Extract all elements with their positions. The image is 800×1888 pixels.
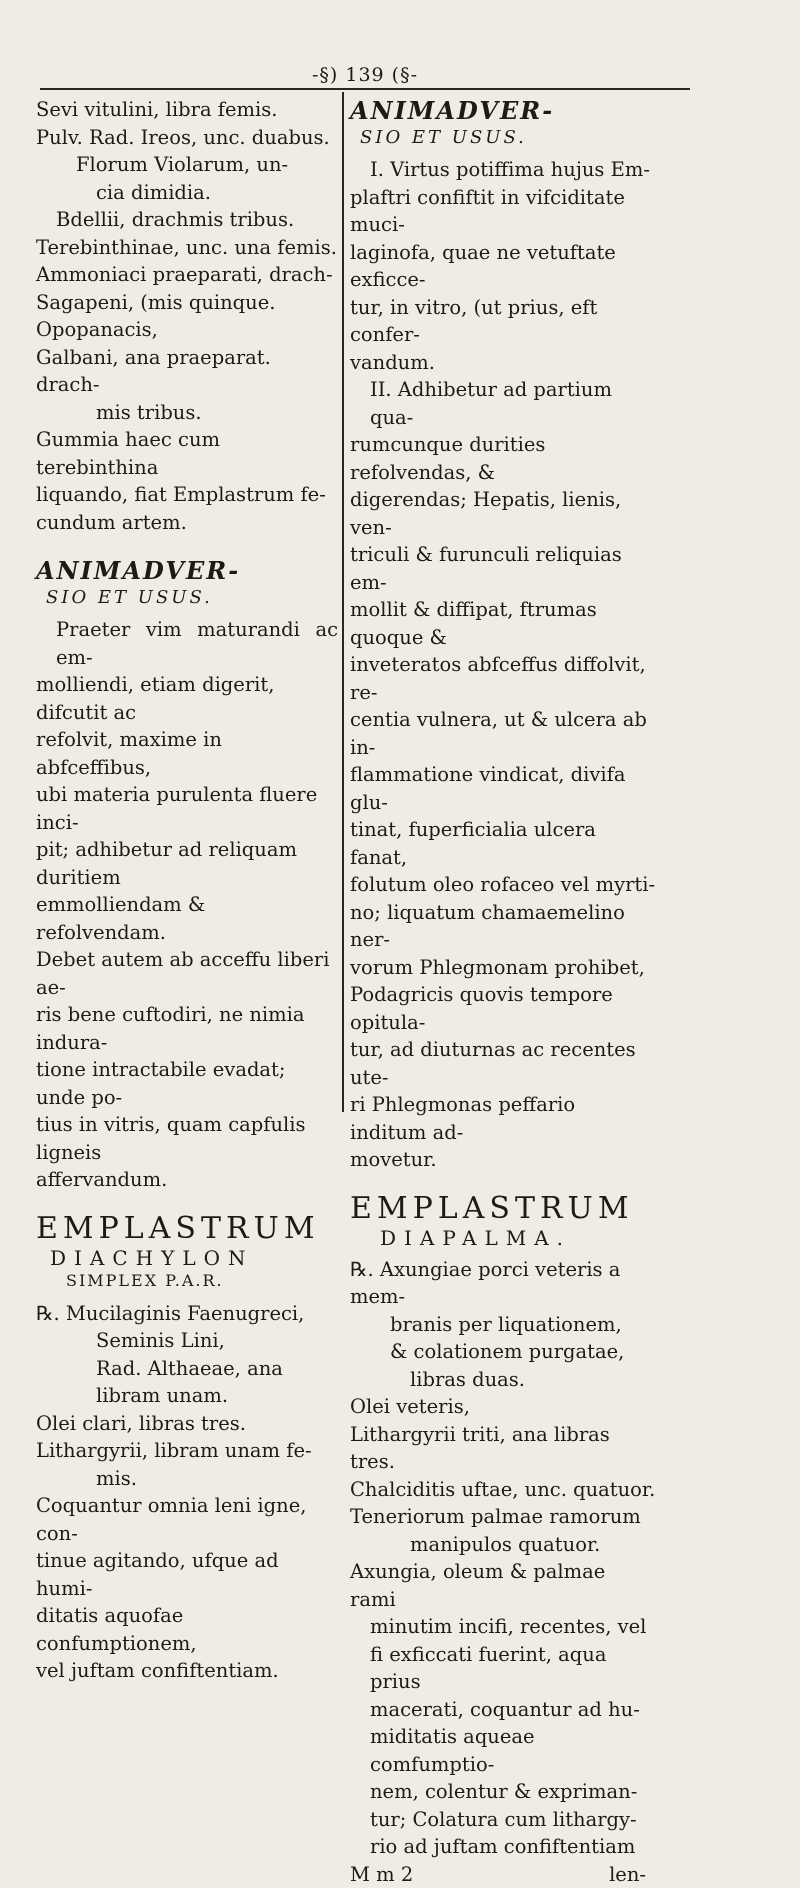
text-line: Sagapeni, (mis quinque. (36, 289, 338, 317)
text-line: pit; adhibetur ad reliquam duritiem (36, 836, 338, 891)
text-line: mis tribus. (36, 399, 338, 427)
text-line: miditatis aqueae comfumptio- (350, 1723, 656, 1778)
text-line: Chalciditis uftae, unc. quatuor. (350, 1476, 656, 1504)
text-line: Ammoniaci praeparati, drach- (36, 261, 338, 289)
text-line: molliendi, etiam digerit, difcutit ac (36, 671, 338, 726)
text-line: mis. (36, 1465, 338, 1493)
text-line: emmolliendam & refolvendam. (36, 891, 338, 946)
recipe-title: EMPLASTRUM (350, 1192, 656, 1226)
text-line: manipulos quatuor. (350, 1531, 656, 1559)
page-footer (350, 1861, 656, 1888)
text-line: cundum artem. (36, 509, 338, 537)
text-line: ℞. Axungiae porci veteris a mem- (350, 1256, 656, 1311)
left-column (36, 96, 338, 1685)
text-line: fi exficcati fuerint, aqua prius (350, 1641, 656, 1696)
text-line: Seminis Lini, (36, 1327, 338, 1355)
text-line: ditatis aquofae confumptionem, (36, 1602, 338, 1657)
text-line: tur; Colatura cum lithargy- (350, 1806, 656, 1834)
page-number: -§) 139 (§- (312, 64, 418, 86)
text-line: flammatione vindicat, divifa glu- (350, 761, 656, 816)
text-line: ri Phlegmonas peffario inditum ad- (350, 1091, 656, 1146)
text-line: minutim incifi, recentes, vel (350, 1613, 656, 1641)
text-line: Pulv. Rad. Ireos, unc. duabus. (36, 124, 338, 152)
recipe-subtitle: DIACHYLON (36, 1246, 338, 1270)
text-line: vorum Phlegmonam prohibet, (350, 954, 656, 982)
text-line: ℞. Mucilaginis Faenugreci, (36, 1300, 338, 1328)
text-line: Lithargyrii triti, ana libras tres. (350, 1421, 656, 1476)
section-title: ANIMADVER- (350, 96, 656, 126)
text-line: vandum. (350, 349, 656, 377)
signature-mark: M m 2 (350, 1861, 413, 1888)
text-line: rumcunque durities refolvendas, & (350, 431, 656, 486)
text-line: triculi & furunculi reliquias em- (350, 541, 656, 596)
text-line: tinat, fuperficialia ulcera fanat, (350, 816, 656, 871)
text-line: Galbani, ana praeparat. drach- (36, 344, 338, 399)
text-line: Praeter vim maturandi ac em- (36, 616, 338, 671)
text-line: rio ad juftam confiftentiam (350, 1833, 656, 1861)
text-line: Olei veteris, (350, 1393, 656, 1421)
text-line: tur, ad diuturnas ac recentes ute- (350, 1036, 656, 1091)
text-line: liquando, fiat Emplastrum fe- (36, 481, 338, 509)
text-line: affervandum. (36, 1166, 338, 1194)
text-line: libras duas. (350, 1366, 656, 1394)
text-line: laginofa, quae ne vetuftate exficce- (350, 239, 656, 294)
text-line: Coquantur omnia leni igne, con- (36, 1492, 338, 1547)
section-subtitle: SIO ET USUS. (350, 126, 656, 150)
text-line: digerendas; Hepatis, lienis, ven- (350, 486, 656, 541)
text-line: macerati, coquantur ad hu- (350, 1696, 656, 1724)
text-line: tius in vitris, quam capfulis ligneis (36, 1111, 338, 1166)
page-header (40, 62, 690, 90)
column-divider (342, 92, 344, 1112)
text-line: Florum Violarum, un- (36, 151, 338, 179)
recipe-subtitle: DIAPALMA. (350, 1226, 656, 1250)
text-line: centia vulnera, ut & ulcera ab in- (350, 706, 656, 761)
text-line: branis per liquationem, (350, 1311, 656, 1339)
text-line: cia dimidia. (36, 179, 338, 207)
text-line: Gummia haec cum terebinthina (36, 426, 338, 481)
text-line: Debet autem ab acceffu liberi ae- (36, 946, 338, 1001)
text-line: Olei clari, libras tres. (36, 1410, 338, 1438)
text-line: Podagricis quovis tempore opitula- (350, 981, 656, 1036)
text-line: tur, in vitro, (ut prius, eft confer- (350, 294, 656, 349)
text-line: movetur. (350, 1146, 656, 1174)
section-subtitle: SIO ET USUS. (36, 586, 338, 610)
text-line: Opopanacis, (36, 316, 338, 344)
text-line: II. Adhibetur ad partium qua- (350, 376, 656, 431)
text-line: I. Virtus potiffima hujus Em- (350, 156, 656, 184)
text-line: mollit & diffipat, ftrumas quoque & (350, 596, 656, 651)
text-line: ubi materia purulenta fluere inci- (36, 781, 338, 836)
text-line: inveteratos abfceffus diffolvit, re- (350, 651, 656, 706)
text-line: Terebinthinae, unc. una femis. (36, 234, 338, 262)
text-line: Lithargyrii, libram unam fe- (36, 1437, 338, 1465)
catchword: len- (609, 1861, 646, 1888)
recipe-title: EMPLASTRUM (36, 1212, 338, 1246)
text-line: ris bene cuftodiri, ne nimia indura- (36, 1001, 338, 1056)
text-line: tione intractabile evadat; unde po- (36, 1056, 338, 1111)
text-line: tinue agitando, ufque ad humi- (36, 1547, 338, 1602)
text-line: Teneriorum palmae ramorum (350, 1503, 656, 1531)
text-line: Sevi vitulini, libra femis. (36, 96, 338, 124)
text-line: Rad. Althaeae, ana (36, 1355, 338, 1383)
section-title: ANIMADVER- (36, 556, 338, 586)
text-line: refolvit, maxime in abfceffibus, (36, 726, 338, 781)
text-line: Bdellii, drachmis tribus. (36, 206, 338, 234)
text-line: no; liquatum chamaemelino ner- (350, 899, 656, 954)
text-line: nem, colentur & expriman- (350, 1778, 656, 1806)
text-line: plaftri confiftit in vifciditate muci- (350, 184, 656, 239)
text-line: vel juftam confiftentiam. (36, 1657, 338, 1685)
recipe-qualifier: SIMPLEX P.A.R. (36, 1270, 338, 1292)
text-line: & colationem purgatae, (350, 1338, 656, 1366)
text-line: libram unam. (36, 1382, 338, 1410)
right-column (350, 96, 656, 1888)
text-line: folutum oleo rofaceo vel myrti- (350, 871, 656, 899)
text-line: Axungia, oleum & palmae rami (350, 1558, 656, 1613)
